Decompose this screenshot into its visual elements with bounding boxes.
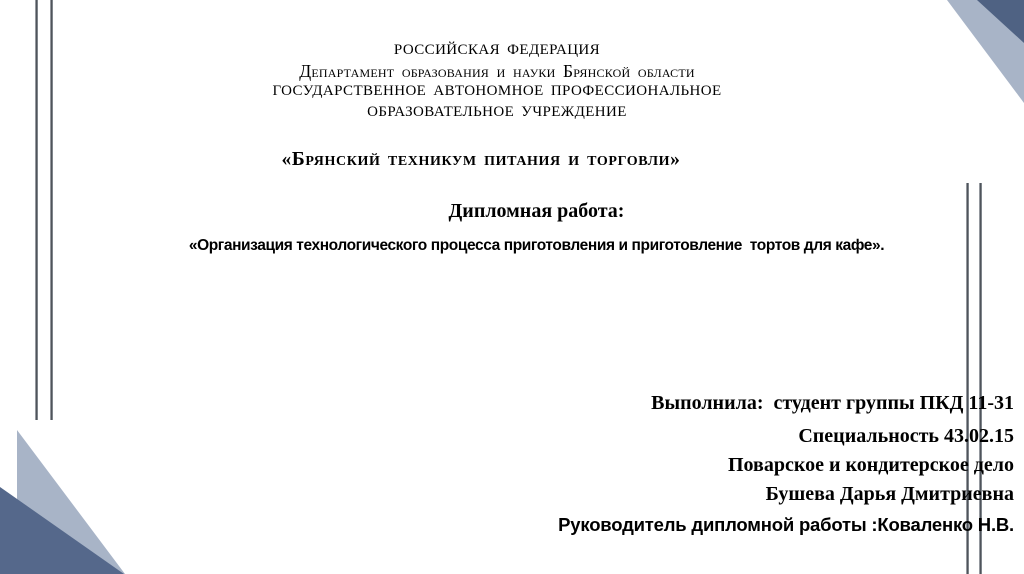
school-name: «Брянский техникум питания и торговли» xyxy=(281,149,681,170)
credit-supervisor: Руководитель дипломной работы :Коваленко Н.В. xyxy=(558,514,1014,535)
institution-header-block xyxy=(0,40,994,122)
work-type-label: Дипломная работа: xyxy=(448,200,625,222)
credits-block xyxy=(0,389,1014,539)
header-line-state-type: ГОСУДАРСТВЕННОЕ АВТОНОМНОЕ ПРОФЕССИОНАЛЬНОЕ xyxy=(272,83,722,99)
credit-specialty-name: Поварское и кондитерское дело xyxy=(728,454,1014,476)
credit-author-group: Выполнила: студент группы ПКД 11-31 xyxy=(651,392,1014,414)
header-line-federation: РОССИЙСКАЯ ФЕДЕРАЦИЯ xyxy=(393,42,601,58)
diploma-topic: «Организация технологического процесса приготовления и приготовление тортов для кафе». xyxy=(188,237,885,254)
header-line-institution-type: ОБРАЗОВАТЕЛЬНОЕ УЧРЕЖДЕНИЕ xyxy=(367,103,627,120)
credit-specialty-code: Специальность 43.02.15 xyxy=(798,425,1014,447)
header-line-department: Департамент образования и науки Брянской области xyxy=(299,60,695,81)
credit-author-name: Бушева Дарья Дмитриевна xyxy=(765,483,1014,505)
